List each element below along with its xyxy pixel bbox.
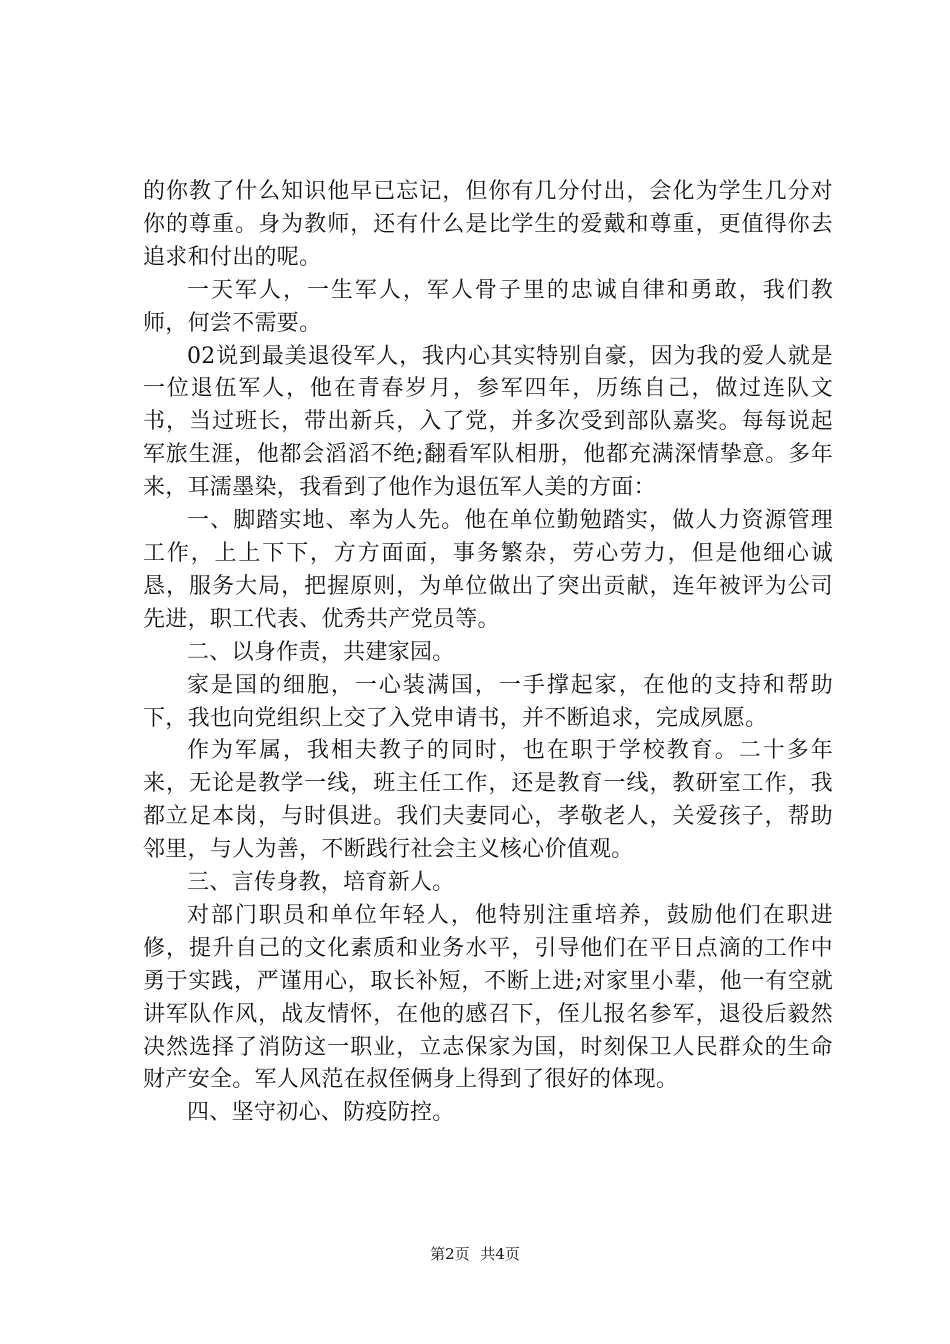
paragraph-continuation: 的你教了什么知识他早已忘记，但你有几分付出，会化为学生几分对你的尊重。身为教师，还有什么是比学生的爱戴和尊重，更值得你去追求和付出的呢。 xyxy=(143,179,833,270)
paragraph-family-country: 家是国的细胞，一心装满国，一手撑起家，在他的支持和帮助下，我也向党组织上交了入党申请书，并不断追求，完成夙愿。 xyxy=(143,672,833,731)
paragraph-point-one: 一、脚踏实地、率为人先。他在单位勤勉踏实，做人力资源管理工作，上上下下，方方面面，事务繁杂，劳心劳力，但是他细心诚恳，服务大局，把握原则，为单位做出了突出贡献，连年被评为公司先进，职工代表、优秀共产党员等。 xyxy=(143,508,833,632)
paragraph-soldier-teacher: 一天军人，一生军人，军人骨子里的忠诚自律和勇敢，我们教师，何尝不需要。 xyxy=(143,277,833,336)
page-number: 第2页 xyxy=(430,1245,470,1263)
heading-point-two: 二、以身作责，共建家园。 xyxy=(187,639,455,665)
heading-point-four: 四、坚守初心、防疫防控。 xyxy=(187,1100,455,1126)
document-body xyxy=(143,176,833,1130)
paragraph-military-family: 作为军属，我相夫教子的同时，也在职于学校教育。二十多年来，无论是教学一线，班主任工作，还是教育一线，教研室工作，我都立足本岗，与时俱进。我们夫妻同心，孝敬老人，关爱孩子，帮助邻里，与人为善，不断践行社会主义核心价值观。 xyxy=(143,738,833,863)
paragraph-veteran-spouse: 02说到最美退役军人，我内心其实特别自豪，因为我的爱人就是一位退伍军人，他在青春岁月，参军四年，历练自己，做过连队文书，当过班长，带出新兵，入了党，并多次受到部队嘉奖。每每说起军旅生涯，他都会滔滔不绝;翻看军队相册，他都充满深情挚意。多年来，耳濡墨染，我看到了他作为退伍军人美的方面： xyxy=(143,343,833,501)
paragraph-mentoring: 对部门职员和单位年轻人，他特别注重培养，鼓励他们在职进修，提升自己的文化素质和业务水平，引导他们在平日点滴的工作中勇于实践，严谨用心，取长补短，不断上进;对家里小辈，他一有空就讲军队作风，战友情怀，在他的感召下，侄儿报名参军，退役后毅然决然选择了消防这一职业，立志保家为国，时刻保卫人民群众的生命财产安全。军人风范在叔侄俩身上得到了很好的体现。 xyxy=(143,902,833,1093)
heading-point-three: 三、言传身教，培育新人。 xyxy=(187,870,455,896)
page-total: 共4页 xyxy=(480,1245,520,1263)
page-footer xyxy=(0,1244,950,1264)
